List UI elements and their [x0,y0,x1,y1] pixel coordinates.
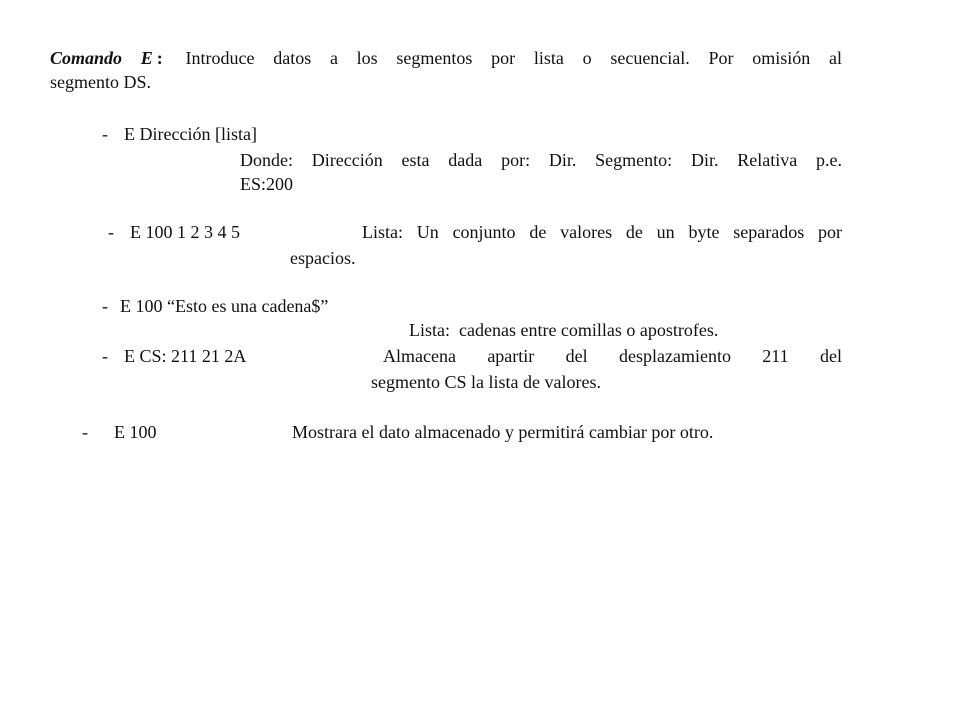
bullet-dash: - [102,346,108,366]
item-2-syntax-line [108,220,240,244]
item-1-desc-line-2: ES:200 [240,174,294,194]
item-1-syntax: E Dirección [lista] [124,124,257,144]
item-4-syntax-line [102,344,246,368]
command-name: Comando E [50,48,153,68]
item-2-description-line-2-wrap [290,246,355,270]
item-1-description [240,148,842,196]
item-1-syntax-line [102,122,257,146]
intro-paragraph [50,46,842,94]
bullet-dash: - [82,422,88,442]
item-4-description-line-1-wrap [383,344,842,368]
bullet-dash: - [102,296,108,316]
intro-description-line-2: segmento DS. [50,72,151,92]
item-5-description [292,420,713,444]
intro-line-1 [50,46,842,70]
item-3-desc-line-1: Lista: cadenas entre comillas o apostrofes. [409,320,719,340]
item-2-description-line-1-wrap [362,220,842,244]
item-3-syntax: E 100 “Esto es una cadena$” [120,296,329,316]
bullet-dash: - [108,222,114,242]
item-5-syntax: E 100 [114,422,157,442]
item-1-desc-line-1: Donde: Dirección esta dada por: Dir. Segmento: Dir. Relativa p.e. [240,150,842,170]
item-4-desc-line-2: segmento CS la lista de valores. [371,372,601,392]
item-2-syntax: E 100 1 2 3 4 5 [130,222,240,242]
item-4-desc-line-1: Almacena apartir del desplazamiento 211 del [383,346,842,366]
item-3-syntax-line [102,294,328,318]
item-4-description-line-2-wrap [371,370,601,394]
item-4-syntax: E CS: 211 21 2A [124,346,247,366]
item-2-desc-line-2: espacios. [290,248,356,268]
item-5-desc-line-1: Mostrara el dato almacenado y permitirá cambiar por otro. [292,422,714,442]
item-2-desc-line-1: Lista: Un conjunto de valores de un byte separados por [362,222,842,242]
intro-description-line-1: Introduce datos a los segmentos por lista o secuencial. Por omisión al [185,48,843,68]
bullet-dash: - [102,124,108,144]
item-5-syntax-line [82,420,157,444]
command-colon: : [156,48,163,68]
